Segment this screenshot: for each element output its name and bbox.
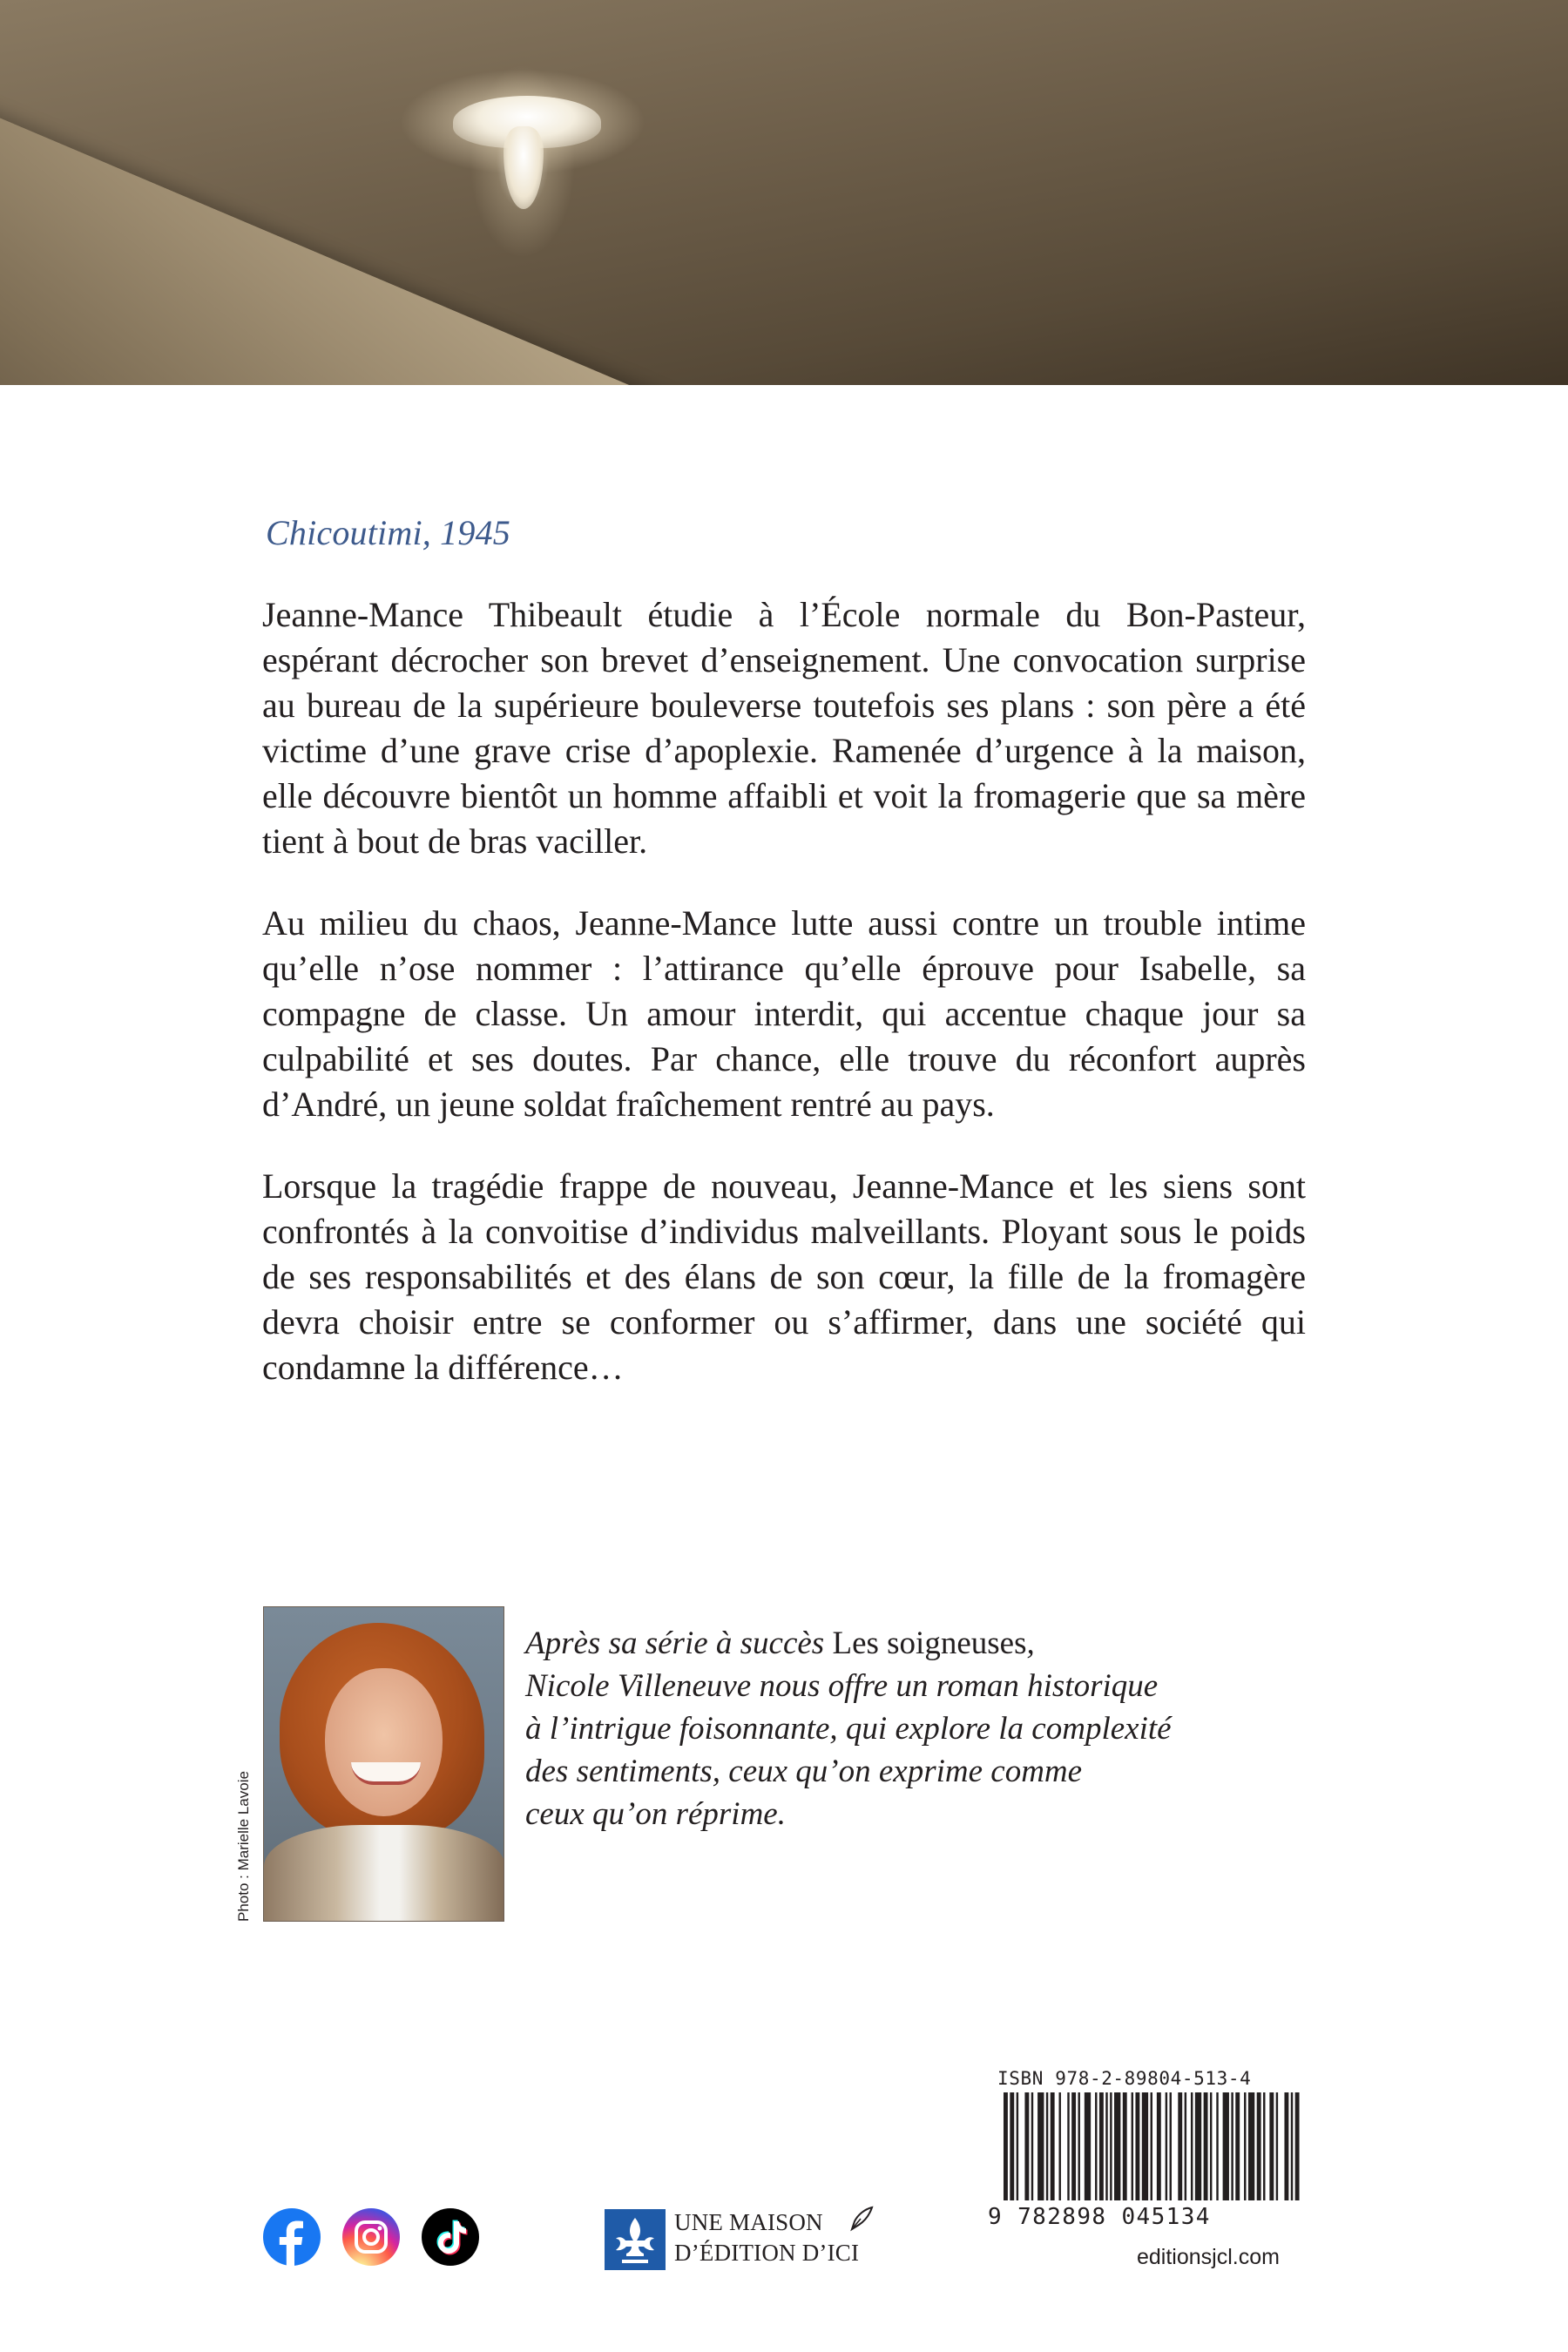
barcode-bar <box>1085 2092 1091 2200</box>
barcode-bar <box>1231 2092 1233 2200</box>
barcode-bar <box>1216 2092 1218 2200</box>
quill-pen-icon <box>846 2204 877 2235</box>
barcode-bar <box>1142 2092 1148 2200</box>
barcode-bar <box>1291 2092 1293 2200</box>
publisher-website[interactable]: editionsjcl.com <box>1137 2245 1280 2269</box>
barcode-bar <box>1095 2092 1097 2200</box>
publisher-line-1: UNE MAISON <box>674 2209 823 2235</box>
barcode-bar <box>1210 2092 1212 2200</box>
quebec-fleur-de-lis-icon <box>605 2209 666 2270</box>
author-blurb <box>525 1622 1309 1835</box>
isbn: ISBN 978-2-89804-513-4 <box>997 2068 1252 2089</box>
blurb-line: ceux qu’on réprime. <box>525 1796 786 1832</box>
barcode-bar <box>1078 2092 1080 2200</box>
barcode-bar <box>1166 2092 1167 2200</box>
barcode-bar <box>1037 2092 1044 2200</box>
barcode-bar <box>1132 2092 1133 2200</box>
barcode-bar <box>1110 2092 1112 2200</box>
synopsis-paragraph: Lorsque la tragédie frappe de nouveau, Jeanne-Mance et les siens sont confrontés à la convoitise d’individus malveillants. Ployant sous le poids de ses responsabilités et des élans de son cœur, la fille de la fromagère devra choisir entre se conformer ou s’affirmer, dans une société qui condamne la différence… <box>262 1166 1306 1387</box>
barcode-bar <box>1046 2092 1048 2200</box>
lamp-glow <box>504 126 544 209</box>
blurb-first-line <box>525 1622 1309 1665</box>
story-location-date: Chicoutimi, 1945 <box>266 513 510 552</box>
author-face <box>325 1668 443 1816</box>
barcode-bar <box>1248 2092 1254 2200</box>
barcode-bar <box>1114 2092 1120 2200</box>
cover-top-photo <box>0 0 1568 385</box>
barcode-bar <box>1295 2092 1300 2200</box>
barcode-bar <box>1017 2092 1018 2200</box>
author-sweater <box>264 1825 504 1922</box>
blurb-series-title: Les soigneuses <box>832 1625 1027 1661</box>
facebook-icon[interactable] <box>263 2208 321 2266</box>
barcode-bar <box>1178 2092 1182 2200</box>
publisher-line-2: D’ÉDITION D’ICI <box>674 2240 860 2266</box>
publisher-logo <box>605 2204 883 2274</box>
barcode-bar <box>1031 2092 1033 2200</box>
instagram-icon[interactable] <box>342 2208 400 2266</box>
barcode <box>1004 2092 1301 2200</box>
barcode-bar <box>1276 2092 1278 2200</box>
blurb-comma: , <box>1026 1625 1035 1661</box>
barcode-bar <box>1067 2092 1069 2200</box>
barcode-bar <box>1263 2092 1265 2200</box>
barcode-bar <box>1010 2092 1014 2200</box>
barcode-bar <box>1099 2092 1104 2200</box>
barcode-bar <box>1105 2092 1107 2200</box>
barcode-bar <box>1135 2092 1139 2200</box>
barcode-bar <box>1071 2092 1076 2200</box>
blurb-intro: Après sa série à succès <box>525 1625 833 1661</box>
synopsis-paragraph: Jeanne-Mance Thibeault étudie à l’École normale du Bon-Pasteur, espérant décrocher son brevet d’enseignement. Une convocation surprise au bureau de la supérieure bouleverse toutefois ses plans : son père a été victime d’une grave crise d’apoplexie. Ramenée d’urgence à la maison, elle découvre bientôt un homme affaibli et voit la fromagerie que sa mère tient à bout de bras vaciller. <box>262 595 1306 861</box>
barcode-bar <box>1257 2092 1261 2200</box>
author-photo <box>263 1606 504 1922</box>
barcode-bar <box>1059 2092 1061 2200</box>
blurb-line: des sentiments, ceux qu’on exprime comme <box>525 1754 1083 1789</box>
blurb-line: à l’intrigue foisonnante, qui explore la complexité <box>525 1711 1172 1747</box>
barcode-bar <box>1235 2092 1240 2200</box>
barcode-bar <box>1223 2092 1229 2200</box>
barcode-bar <box>1151 2092 1152 2200</box>
synopsis <box>262 592 1306 1427</box>
wooden-beam <box>0 96 732 385</box>
tiktok-icon[interactable] <box>422 2208 479 2266</box>
barcode-bar <box>1170 2092 1172 2200</box>
barcode-bar <box>1123 2092 1127 2200</box>
barcode-bar <box>1004 2092 1008 2200</box>
barcode-bar <box>1051 2092 1055 2200</box>
barcode-bar <box>1204 2092 1208 2200</box>
photo-credit: Photo : Marielle Lavoie <box>235 1771 252 1922</box>
synopsis-paragraph: Au milieu du chaos, Jeanne-Mance lutte aussi contre un trouble intime qu’elle n’ose nommer : l’attirance qu’elle éprouve pour Isabelle, sa compagne de classe. Un amour interdit, qui accentue chaque jour sa culpabilité et ses doutes. Par chance, elle trouve du réconfort auprès d’André, un jeune soldat fraîchement rentré au pays. <box>262 903 1306 1124</box>
blurb-line: Nicole Villeneuve nous offre un roman historique <box>525 1668 1159 1704</box>
barcode-bar <box>1244 2092 1246 2200</box>
barcode-bar <box>1185 2092 1186 2200</box>
barcode-digits: 9 782898 045134 <box>988 2204 1211 2230</box>
barcode-bar <box>1191 2092 1193 2200</box>
barcode-bar <box>1157 2092 1161 2200</box>
barcode-bar <box>1024 2092 1029 2200</box>
barcode-bar <box>1284 2092 1288 2200</box>
barcode-bar <box>1195 2092 1201 2200</box>
barcode-bar <box>1269 2092 1274 2200</box>
